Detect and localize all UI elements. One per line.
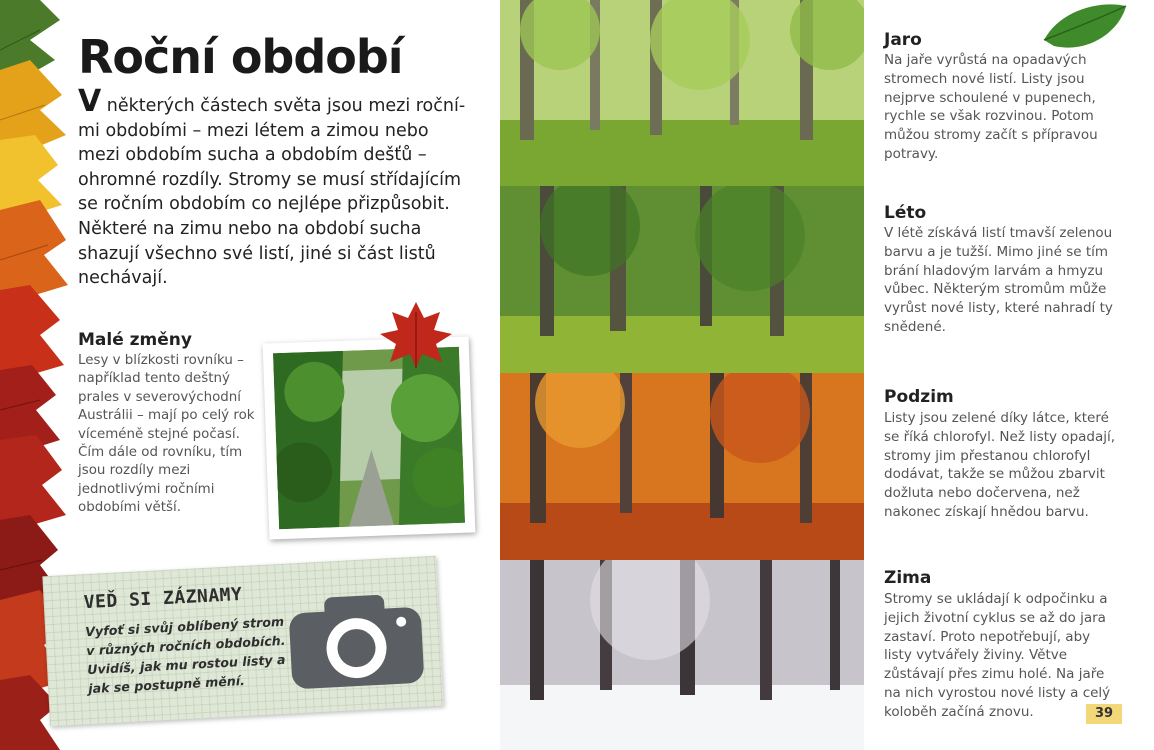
small-changes-text: Lesy v blízkosti rovníku – například tento deštný prales v severovýchodní Austrálii – mají po celý rok víceméně stejné počasí. Čím dále od rovníku, tím jsou rozdíly mezi jednotlivými ročními obdobími větší. [78,353,255,516]
page-number-tab [1086,704,1122,724]
spring-photo [500,0,864,186]
note-title: VEĎ SI ZÁZNAMY [83,583,243,614]
spring-heading: Jaro [884,30,922,50]
camera-icon [284,586,429,693]
page-number: 39 [1094,706,1114,721]
small-changes-heading: Malé změny [78,330,192,350]
rainforest-image [273,347,465,529]
autumn-heading: Podzim [884,387,954,407]
autumn-photo [500,373,864,560]
intro-paragraph [78,84,468,291]
winter-heading: Zima [884,568,932,588]
red-leaf-icon [378,300,454,370]
winter-photo [500,560,864,750]
summer-text: V létě získává listí tmavší zelenou barvu a je tužší. Mimo jiné se tím brání hladovým larvám a hmyzu vůbec. Některým stromům může vyrůst nové listy, které nahradí ty snědené. [884,225,1113,335]
green-leaf-icon [1040,0,1130,54]
autumn-text: Listy jsou zelené díky látce, které se říká chlorofyl. Než listy opadají, stromy jim přestanou chlorofyl dodávat, takže se můžou zbarvit dožluta nebo dočervena, než nakonec získají hnědou barvu. [884,410,1116,520]
page-title: Roční období [78,30,403,84]
summer-heading: Léto [884,203,927,223]
intro-text: některých částech světa jsou mezi roční-mi obdobími – mezi létem a zimou nebo mezi obdobím sucha a obdobím dešťů – ohromné rozdíly. Stromy se musí střídajícím se ročním obdobím co nejlépe přizpůsobit. Některé na zimu nebo na období sucha shazují všechno své listí, jiné si část listů nechávají. [78,96,466,289]
note-text: Vyfoť si svůj oblíbený strom v různých ročních obdobích. Uvidíš, jak mu rostou listy a jak se postupně mění. [84,613,286,697]
spring-text: Na jaře vyrůstá na opadavých stromech nové listí. Listy jsou nejprve schoulené v pupenech, rychle se však rozvinou. Potom můžou stromy začít s přípravou potravy. [884,52,1098,162]
record-note [42,556,443,726]
intro-dropcap: V [78,84,102,119]
summer-photo [500,186,864,373]
winter-text: Stromy se ukládají k odpočinku a jejich životní cyklus se až do jara zastaví. Proto nepotřebují, aby listy vytvářely živiny. Větve zůstávají přes zimu holé. Na jaře na nich vyrostou nové listy a celý koloběh začíná znovu. [884,591,1111,720]
